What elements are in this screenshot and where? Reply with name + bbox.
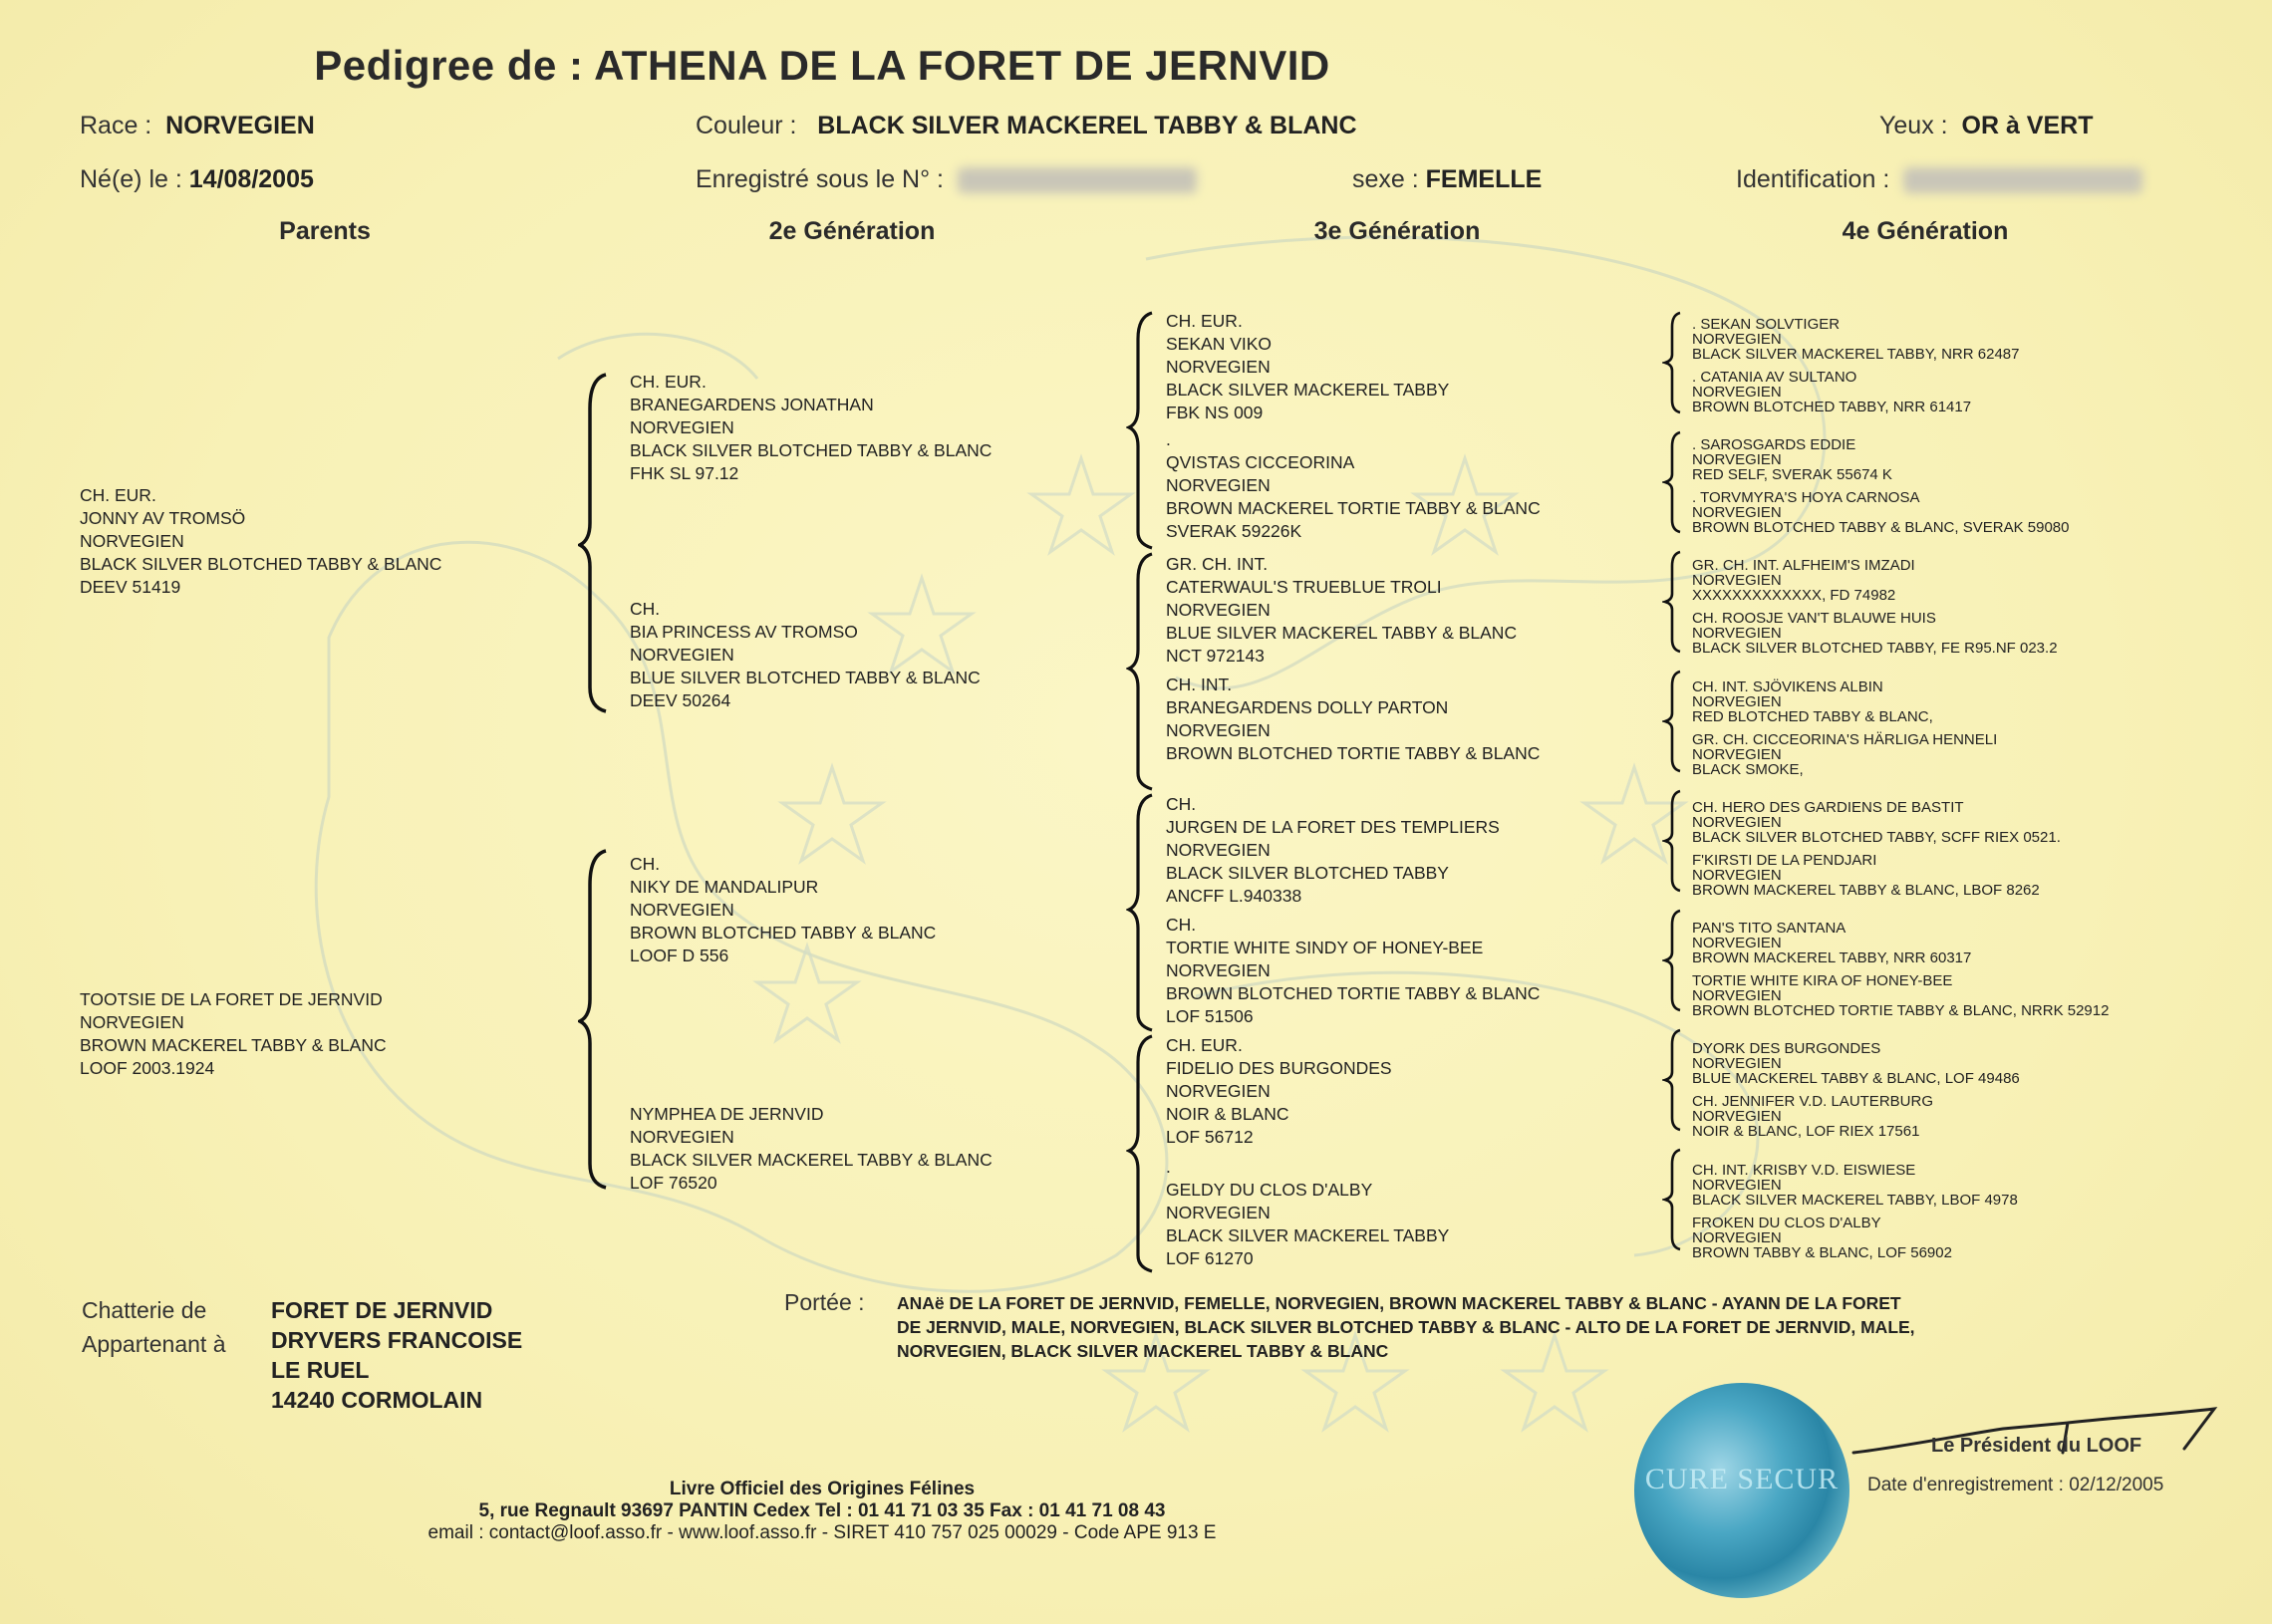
cat-detail: BLACK SILVER BLOTCHED TABBY, SCFF RIEX 0521. xyxy=(1692,829,2061,846)
registration-date-value: 02/12/2005 xyxy=(2069,1475,2164,1495)
gen3-cat-2 xyxy=(1166,428,1541,543)
gen4-cat-1 xyxy=(1692,317,2019,362)
cat-title: CH. xyxy=(1166,794,1197,814)
cat-registration: DEEV 50264 xyxy=(630,690,731,710)
cat-registration: LOF 61270 xyxy=(1166,1248,1254,1268)
cat-name: BRANEGARDENS JONATHAN xyxy=(630,395,874,414)
column-header-parents: Parents xyxy=(279,217,371,245)
cat-title: CH. EUR. xyxy=(80,485,156,505)
cat-registration: SVERAK 59226K xyxy=(1166,521,1302,541)
column-header-gen2: 2e Génération xyxy=(768,217,936,245)
cat-name: FIDELIO DES BURGONDES xyxy=(1166,1058,1392,1078)
org-address: 5, rue Regnault 93697 PANTIN Cedex Tel : 01 41 71 03 35 Fax : 01 41 71 08 43 xyxy=(478,1500,1166,1521)
cat-title: CH. EUR. xyxy=(630,372,707,392)
cat-breed: NORVEGIEN xyxy=(630,417,734,437)
cat-name: QVISTAS CICCEORINA xyxy=(1166,452,1355,472)
cat-color: BLACK SILVER BLOTCHED TABBY & BLANC xyxy=(80,554,442,574)
cat-detail: BROWN MACKEREL TABBY, NRR 60317 xyxy=(1692,949,1972,966)
cat-registration: LOOF D 556 xyxy=(630,946,729,965)
seal-text: CURE SECUR xyxy=(1644,1463,1840,1495)
registration-redacted xyxy=(958,167,1197,193)
cat-name: GELDY DU CLOS D'ALBY xyxy=(1166,1180,1373,1200)
race-label: Race : xyxy=(80,112,152,139)
cat-title: CH. INT. xyxy=(1166,675,1233,694)
cat-detail: RED SELF, SVERAK 55674 K xyxy=(1692,466,1892,483)
cat-title: CH. EUR. xyxy=(1166,311,1243,331)
cat-name: CATERWAUL'S TRUEBLUE TROLI xyxy=(1166,577,1442,597)
gen4-cat-14 xyxy=(1692,1094,1933,1139)
cat-detail: BLACK SILVER MACKEREL TABBY, LBOF 4978 xyxy=(1692,1192,2018,1209)
gen4-cat-7 xyxy=(1692,679,1933,724)
gen3-cat-8 xyxy=(1166,1156,1449,1270)
cat-color: BLUE SILVER MACKEREL TABBY & BLANC xyxy=(1166,623,1518,643)
cat-detail: RED BLOTCHED TABBY & BLANC, xyxy=(1692,708,1933,725)
org-footer xyxy=(0,1479,1644,1544)
brace-gen3 xyxy=(1126,309,1166,1275)
identification-redacted xyxy=(1903,167,2142,193)
gen4-cat-6 xyxy=(1692,611,2058,656)
cat-registration: FHK SL 97.12 xyxy=(630,463,739,483)
cat-breed: NORVEGIEN xyxy=(1166,1081,1271,1101)
cat-name: . SAROSGARDS EDDIE xyxy=(1692,436,1856,453)
gen2-cat-1 xyxy=(630,371,992,485)
cat-name: FROKEN DU CLOS D'ALBY xyxy=(1692,1215,1881,1231)
cat-color: BLACK SILVER BLOTCHED TABBY xyxy=(1166,863,1449,883)
cat-name: TORTIE WHITE KIRA OF HONEY-BEE xyxy=(1692,972,1953,989)
gen4-cat-3 xyxy=(1692,437,1892,482)
cat-title: . xyxy=(1166,1157,1171,1177)
cat-detail: BROWN BLOTCHED TORTIE TABBY & BLANC, NRRK 52912 xyxy=(1692,1002,2110,1019)
cat-breed: NORVEGIEN xyxy=(1166,475,1271,495)
owner-address-line1: LE RUEL xyxy=(271,1357,370,1383)
race-value: NORVEGIEN xyxy=(165,112,315,139)
sexe-label: sexe : xyxy=(1352,165,1419,193)
cat-breed: NORVEGIEN xyxy=(80,1012,184,1032)
gen3-cat-3 xyxy=(1166,553,1517,668)
cat-name: CH. INT. KRISBY V.D. EISWIESE xyxy=(1692,1162,1916,1179)
cat-name: . SEKAN SOLVTIGER xyxy=(1692,316,1841,333)
cat-detail: BROWN BLOTCHED TABBY & BLANC, SVERAK 59080 xyxy=(1692,519,2070,536)
cat-detail: BROWN MACKEREL TABBY & BLANC, LBOF 8262 xyxy=(1692,882,2040,899)
sexe-value: FEMELLE xyxy=(1425,165,1543,193)
cat-breed: NORVEGIEN xyxy=(1166,1203,1271,1222)
cat-name: NYMPHEA DE JERNVID xyxy=(630,1104,824,1124)
page-title: Pedigree de : ATHENA DE LA FORET DE JERNVID xyxy=(314,42,1330,89)
cat-name: CH. ROOSJE VAN'T BLAUWE HUIS xyxy=(1692,610,1936,627)
cat-breed: NORVEGIEN xyxy=(1166,357,1271,377)
identification-field xyxy=(1736,165,2142,194)
cat-name: PAN'S TITO SANTANA xyxy=(1692,920,1846,937)
gen3-cat-5 xyxy=(1166,793,1500,908)
cat-detail: NOIR & BLANC, LOF RIEX 17561 xyxy=(1692,1123,1920,1140)
identification-label: Identification : xyxy=(1736,165,1890,193)
cat-registration: LOF 76520 xyxy=(630,1173,717,1193)
cat-breed: NORVEGIEN xyxy=(1692,1108,1782,1125)
cat-name: F'KIRSTI DE LA PENDJARI xyxy=(1692,852,1877,869)
cat-detail: XXXXXXXXXXXXX, FD 74982 xyxy=(1692,587,1896,604)
birth-date-field xyxy=(80,165,314,194)
cat-color: BLACK SILVER MACKEREL TABBY xyxy=(1166,1225,1450,1245)
cat-breed: NORVEGIEN xyxy=(1692,451,1782,468)
gen3-cat-1 xyxy=(1166,310,1449,424)
cat-color: BROWN BLOTCHED TABBY & BLANC xyxy=(630,923,937,943)
cat-name: CH. JENNIFER V.D. LAUTERBURG xyxy=(1692,1093,1933,1110)
cat-title: CH. xyxy=(630,599,661,619)
registration-label: Enregistré sous le N° : xyxy=(696,165,944,193)
cat-registration: NCT 972143 xyxy=(1166,646,1265,666)
couleur-value: BLACK SILVER MACKEREL TABBY & BLANC xyxy=(817,112,1357,139)
cat-registration: ANCFF L.940338 xyxy=(1166,886,1302,906)
cat-breed: NORVEGIEN xyxy=(1692,935,1782,951)
couleur-label: Couleur : xyxy=(696,112,797,139)
cat-name: BIA PRINCESS AV TROMSO xyxy=(630,622,858,642)
gen4-cat-8 xyxy=(1692,732,1997,777)
cat-breed: NORVEGIEN xyxy=(1692,814,1782,831)
cat-name: CH. HERO DES GARDIENS DE BASTIT xyxy=(1692,799,1964,816)
gen2-cat-2 xyxy=(630,598,981,712)
registration-date-label: Date d'enregistrement : xyxy=(1867,1475,2064,1495)
cat-name: JONNY AV TROMSÖ xyxy=(80,508,246,528)
cat-color: BLACK SILVER BLOTCHED TABBY & BLANC xyxy=(630,440,993,460)
birth-date-label: Né(e) le : xyxy=(80,165,182,193)
cat-breed: NORVEGIEN xyxy=(1692,746,1782,763)
gen4-cat-2 xyxy=(1692,370,1971,414)
cat-title: GR. CH. INT. xyxy=(1166,554,1269,574)
cat-detail: BLACK SMOKE, xyxy=(1692,761,1804,778)
owner-name: DRYVERS FRANCOISE xyxy=(271,1327,523,1353)
couleur-field xyxy=(696,112,1357,140)
parent-sire xyxy=(80,484,441,599)
cat-breed: NORVEGIEN xyxy=(1692,693,1782,710)
cat-detail: BLACK SILVER BLOTCHED TABBY, FE R95.NF 023.2 xyxy=(1692,640,2058,657)
cat-breed: NORVEGIEN xyxy=(1166,960,1271,980)
brace-gen2 xyxy=(578,369,618,1196)
chatterie-name: FORET DE JERNVID xyxy=(271,1297,493,1323)
cat-name: NIKY DE MANDALIPUR xyxy=(630,877,819,897)
gen4-cat-10 xyxy=(1692,853,2040,898)
cat-breed: NORVEGIEN xyxy=(630,1127,734,1147)
cat-breed: NORVEGIEN xyxy=(1692,1055,1782,1072)
yeux-field xyxy=(1879,112,2093,140)
cat-name: GR. CH. INT. ALFHEIM'S IMZADI xyxy=(1692,557,1915,574)
yeux-label: Yeux : xyxy=(1879,112,1948,139)
registration-field xyxy=(696,165,1197,194)
owner-block xyxy=(271,1295,522,1415)
portee-text: ANAë DE LA FORET DE JERNVID, FEMELLE, NORVEGIEN, BROWN MACKEREL TABBY & BLANC - AYANN DE LA FORET DE JERNVID, MALE, NORVEGIEN, BLACK SILVER BLOTCHED TABBY & BLANC - ALTO DE LA FORET DE JERNVID, MALE, NORVEGIEN, BLACK SILVER MACKEREL TABBY & BLANC xyxy=(897,1293,1915,1361)
column-header-gen3: 3e Génération xyxy=(1313,217,1481,245)
gen3-cat-7 xyxy=(1166,1034,1392,1149)
cat-registration: LOF 56712 xyxy=(1166,1127,1254,1147)
cat-color: BLACK SILVER MACKEREL TABBY xyxy=(1166,380,1450,400)
cat-name: DYORK DES BURGONDES xyxy=(1692,1040,1881,1057)
cat-name: JURGEN DE LA FORET DES TEMPLIERS xyxy=(1166,817,1500,837)
cat-title: CH. xyxy=(1166,915,1197,935)
cat-breed: NORVEGIEN xyxy=(1692,384,1782,401)
owner-address-line2: 14240 CORMOLAIN xyxy=(271,1387,483,1413)
cat-breed: NORVEGIEN xyxy=(1692,867,1782,884)
column-header-gen4: 4e Génération xyxy=(1842,217,2009,245)
gen4-cat-16 xyxy=(1692,1216,1952,1260)
cat-title: . xyxy=(1166,429,1171,449)
cat-breed: NORVEGIEN xyxy=(1166,840,1271,860)
cat-breed: NORVEGIEN xyxy=(1692,1229,1782,1246)
owner-label: Appartenant à xyxy=(82,1331,226,1357)
gen4-cat-9 xyxy=(1692,800,2061,845)
org-name: Livre Officiel des Origines Félines xyxy=(669,1479,976,1499)
gen4-cat-5 xyxy=(1692,558,1915,603)
cat-breed: NORVEGIEN xyxy=(630,900,734,920)
cat-registration: DEEV 51419 xyxy=(80,577,181,597)
gen4-cat-13 xyxy=(1692,1041,2020,1086)
cat-registration: LOOF 2003.1924 xyxy=(80,1058,215,1078)
parent-dam xyxy=(80,988,387,1080)
chatterie-label: Chatterie de xyxy=(82,1297,207,1323)
registration-date xyxy=(1867,1475,2163,1496)
cat-registration: FBK NS 009 xyxy=(1166,403,1264,422)
cat-breed: NORVEGIEN xyxy=(1692,331,1782,348)
cat-name: SEKAN VIKO xyxy=(1166,334,1273,354)
cat-color: BROWN MACKEREL TABBY & BLANC xyxy=(80,1035,387,1055)
cat-name: BRANEGARDENS DOLLY PARTON xyxy=(1166,697,1449,717)
cat-breed: NORVEGIEN xyxy=(1692,504,1782,521)
cat-name: CH. INT. SJÖVIKENS ALBIN xyxy=(1692,678,1883,695)
cat-name: TORTIE WHITE SINDY OF HONEY-BEE xyxy=(1166,938,1484,957)
cat-breed: NORVEGIEN xyxy=(1166,600,1271,620)
birth-date-value: 14/08/2005 xyxy=(188,165,314,193)
cat-name: . TORVMYRA'S HOYA CARNOSA xyxy=(1692,489,1920,506)
cat-detail: BROWN TABBY & BLANC, LOF 56902 xyxy=(1692,1244,1952,1261)
gen3-cat-4 xyxy=(1166,674,1540,765)
sexe-field xyxy=(1352,165,1542,194)
gen4-cat-12 xyxy=(1692,973,2109,1018)
cat-breed: NORVEGIEN xyxy=(1692,625,1782,642)
race-field xyxy=(80,112,315,140)
cat-breed: NORVEGIEN xyxy=(1166,720,1271,740)
gen2-cat-3 xyxy=(630,853,936,967)
gen4-cat-11 xyxy=(1692,921,1971,965)
cat-breed: NORVEGIEN xyxy=(80,531,184,551)
president-label: Le Président du LOOF xyxy=(1931,1435,2142,1457)
cat-breed: NORVEGIEN xyxy=(1692,987,1782,1004)
yeux-value: OR à VERT xyxy=(1961,112,2094,139)
gen2-cat-4 xyxy=(630,1103,993,1195)
gen4-cat-4 xyxy=(1692,490,2069,535)
cat-detail: BLUE MACKEREL TABBY & BLANC, LOF 49486 xyxy=(1692,1070,2020,1087)
cat-breed: NORVEGIEN xyxy=(1692,1177,1782,1194)
cat-detail: BROWN BLOTCHED TABBY, NRR 61417 xyxy=(1692,399,1972,415)
cat-color: BROWN BLOTCHED TORTIE TABBY & BLANC xyxy=(1166,983,1541,1003)
cat-detail: BLACK SILVER MACKEREL TABBY, NRR 62487 xyxy=(1692,346,2020,363)
cat-breed: NORVEGIEN xyxy=(1692,572,1782,589)
cat-color: NOIR & BLANC xyxy=(1166,1104,1289,1124)
gen4-cat-15 xyxy=(1692,1163,2018,1208)
cat-name: GR. CH. CICCEORINA'S HÄRLIGA HENNELI xyxy=(1692,731,1998,748)
cat-color: BROWN BLOTCHED TORTIE TABBY & BLANC xyxy=(1166,743,1541,763)
cat-color: BROWN MACKEREL TORTIE TABBY & BLANC xyxy=(1166,498,1541,518)
cat-color: BLACK SILVER MACKEREL TABBY & BLANC xyxy=(630,1150,993,1170)
hologram-seal xyxy=(1634,1383,1849,1598)
cat-breed: NORVEGIEN xyxy=(630,645,734,665)
cat-title: CH. xyxy=(630,854,661,874)
cat-registration: LOF 51506 xyxy=(1166,1006,1254,1026)
cat-title: CH. EUR. xyxy=(1166,1035,1243,1055)
gen3-cat-6 xyxy=(1166,914,1540,1028)
brace-gen4 xyxy=(1662,311,1692,1267)
cat-color: BLUE SILVER BLOTCHED TABBY & BLANC xyxy=(630,668,981,687)
org-contact: email : contact@loof.asso.fr - www.loof.asso.fr - SIRET 410 757 025 00029 - Code APE 913 E xyxy=(427,1522,1217,1543)
cat-name: . CATANIA AV SULTANO xyxy=(1692,369,1857,386)
portee-label: Portée : xyxy=(784,1289,865,1315)
cat-name: TOOTSIE DE LA FORET DE JERNVID xyxy=(80,989,383,1009)
